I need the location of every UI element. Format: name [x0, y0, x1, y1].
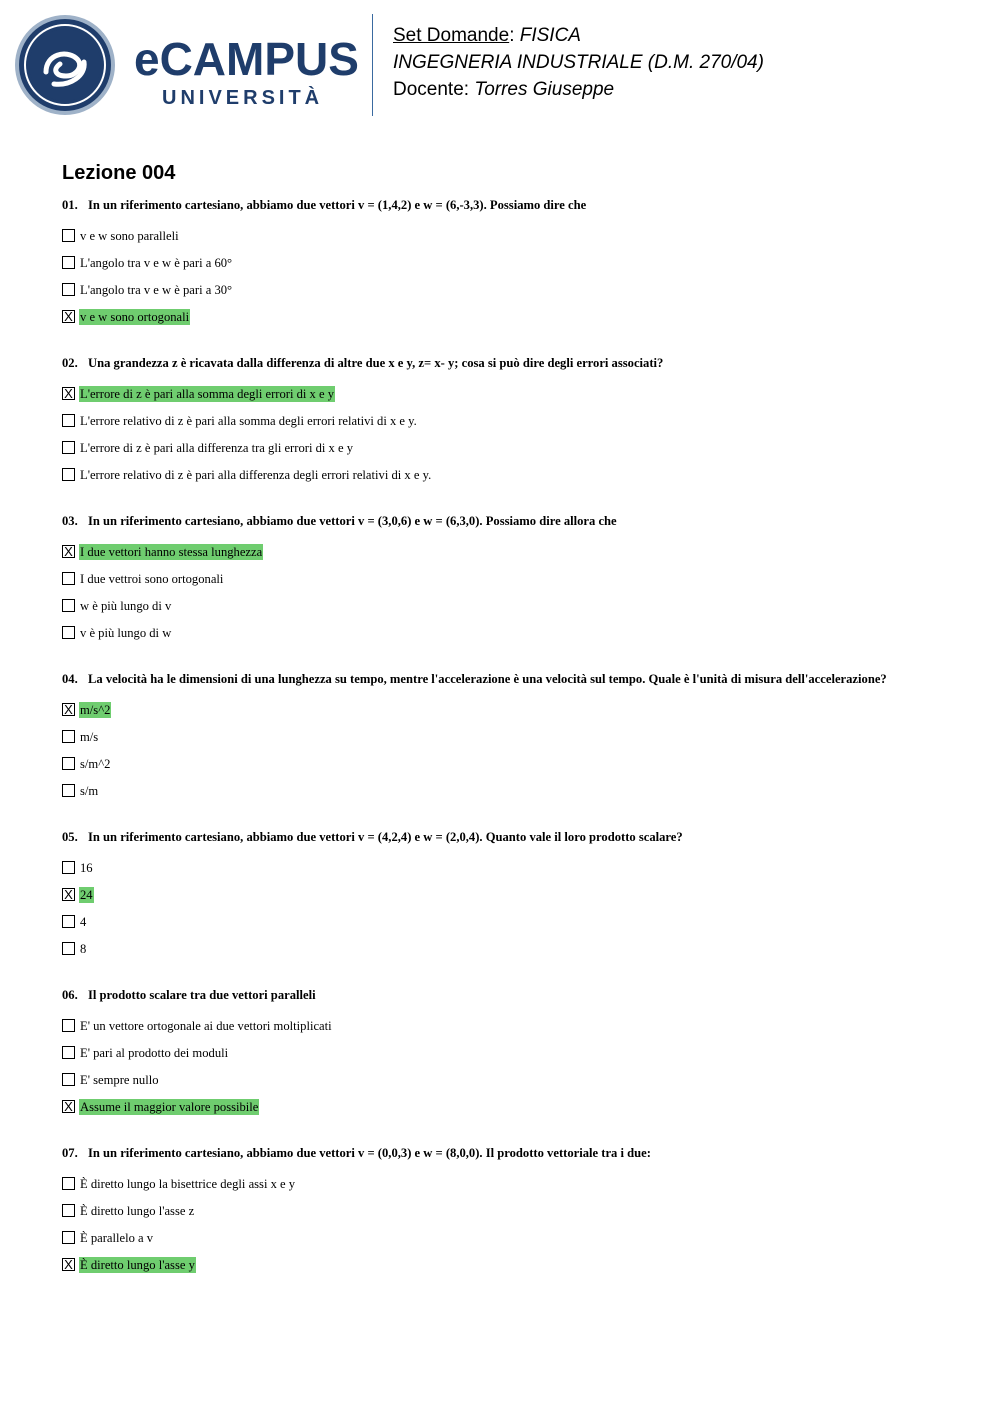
answer-option[interactable] — [62, 1170, 942, 1197]
question-body: In un riferimento cartesiano, abbiamo due vettori v = (1,4,2) e w = (6,-3,3). Possiamo dire che — [88, 198, 587, 212]
answer-option[interactable] — [62, 777, 942, 804]
checkbox[interactable] — [62, 1073, 75, 1086]
quiz-content — [62, 160, 942, 1302]
checkbox[interactable] — [62, 626, 75, 639]
answer-label: s/m — [80, 783, 99, 798]
answer-option[interactable] — [62, 723, 942, 750]
answer-option[interactable] — [62, 696, 942, 723]
checked-checkbox[interactable]: X — [62, 1100, 75, 1113]
question-5 — [62, 828, 942, 962]
question-body: In un riferimento cartesiano, abbiamo due vettori v = (3,0,6) e w = (6,3,0). Possiamo dire allora che — [88, 514, 617, 528]
answer-option[interactable] — [62, 461, 942, 488]
answer-label: L'errore relativo di z è pari alla differenza degli errori relativi di x e y. — [80, 467, 432, 482]
question-number: 07. — [62, 1146, 78, 1160]
checkbox[interactable] — [62, 414, 75, 427]
checkbox[interactable] — [62, 1231, 75, 1244]
answer-option[interactable] — [62, 592, 942, 619]
checkbox[interactable] — [62, 1177, 75, 1190]
teacher-name: Torres Giuseppe — [474, 79, 615, 100]
answer-label: 4 — [80, 914, 87, 929]
checked-checkbox[interactable]: X — [62, 888, 75, 901]
answer-label: È parallelo a v — [80, 1230, 154, 1245]
answer-label: E' sempre nullo — [80, 1072, 159, 1087]
answer-label: È diretto lungo l'asse z — [80, 1203, 195, 1218]
answer-label: E' un vettore ortogonale ai due vettori moltiplicati — [80, 1018, 332, 1033]
answer-label: I due vettroi sono ortogonali — [80, 571, 224, 586]
answer-label: 16 — [80, 860, 93, 875]
question-1 — [62, 196, 942, 330]
answer-label: 8 — [80, 941, 87, 956]
question-3 — [62, 512, 942, 646]
answer-option[interactable] — [62, 538, 942, 565]
teacher-line: Docente: Torres Giuseppe — [393, 79, 615, 100]
course-name: INGEGNERIA INDUSTRIALE (D.M. 270/04) — [393, 52, 764, 73]
answer-option[interactable] — [62, 434, 942, 461]
answer-label: L'angolo tra v e w è pari a 30° — [80, 282, 233, 297]
answer-option[interactable] — [62, 380, 942, 407]
answer-option[interactable] — [62, 750, 942, 777]
question-body: La velocità ha le dimensioni di una lunghezza su tempo, mentre l'accelerazione è una velocità sul tempo. Quale è l'unità di misura dell'accelerazione? — [88, 672, 887, 686]
teacher-label: Docente — [393, 79, 464, 100]
question-text — [62, 986, 942, 1004]
ecampus-logo — [14, 14, 359, 116]
checkbox[interactable] — [62, 784, 75, 797]
question-number: 05. — [62, 830, 78, 844]
answer-option[interactable] — [62, 276, 942, 303]
question-text — [62, 670, 942, 688]
answer-option[interactable] — [62, 1093, 942, 1120]
correct-answer-label: m/s^2 — [80, 702, 111, 717]
set-label: Set Domande — [393, 25, 510, 46]
question-body: Una grandezza z è ricavata dalla differenza di altre due x e y, z= x- y; cosa si può dire degli errori associati? — [88, 356, 664, 370]
question-body: In un riferimento cartesiano, abbiamo due vettori v = (0,0,3) e w = (8,0,0). Il prodotto vettoriale tra i due: — [88, 1146, 651, 1160]
page-header — [0, 0, 1000, 130]
answer-label: s/m^2 — [80, 756, 111, 771]
logo-sub-text: UNIVERSITÀ — [162, 87, 324, 109]
answer-label: L'errore di z è pari alla differenza tra gli errori di x e y — [80, 440, 354, 455]
answer-option[interactable] — [62, 303, 942, 330]
answer-label: w è più lungo di v — [80, 598, 172, 613]
answer-option[interactable] — [62, 935, 942, 962]
checkbox[interactable] — [62, 861, 75, 874]
answer-option[interactable] — [62, 249, 942, 276]
checked-checkbox[interactable]: X — [62, 1258, 75, 1271]
question-4 — [62, 670, 942, 804]
checked-checkbox[interactable]: X — [62, 310, 75, 323]
answer-option[interactable] — [62, 407, 942, 434]
question-2 — [62, 354, 942, 488]
correct-answer-label: È diretto lungo l'asse y — [80, 1257, 195, 1272]
answer-label: E' pari al prodotto dei moduli — [80, 1045, 229, 1060]
ecampus-emblem-icon — [14, 14, 116, 116]
question-body: In un riferimento cartesiano, abbiamo due vettori v = (4,2,4) e w = (2,0,4). Quanto vale il loro prodotto scalare? — [88, 830, 683, 844]
answer-label: m/s — [80, 729, 99, 744]
question-7 — [62, 1144, 942, 1278]
question-text — [62, 512, 942, 530]
checked-checkbox[interactable]: X — [62, 545, 75, 558]
checkbox[interactable] — [62, 1019, 75, 1032]
answer-label: L'angolo tra v e w è pari a 60° — [80, 255, 233, 270]
answer-option[interactable] — [62, 1039, 942, 1066]
question-text — [62, 828, 942, 846]
checkbox[interactable] — [62, 942, 75, 955]
header-divider — [372, 14, 373, 116]
correct-answer-label: 24 — [80, 887, 93, 902]
answer-label: È diretto lungo la bisettrice degli assi x e y — [80, 1176, 296, 1191]
lesson-title: Lezione 004 — [62, 162, 176, 184]
question-6 — [62, 986, 942, 1120]
checkbox[interactable] — [62, 572, 75, 585]
question-number: 03. — [62, 514, 78, 528]
answer-option[interactable] — [62, 1224, 942, 1251]
course-line — [393, 49, 764, 76]
checkbox[interactable] — [62, 256, 75, 269]
answer-option[interactable] — [62, 222, 942, 249]
answer-option[interactable] — [62, 854, 942, 881]
answer-label: L'errore relativo di z è pari alla somma degli errori relativi di x e y. — [80, 413, 417, 428]
checkbox[interactable] — [62, 283, 75, 296]
checkbox[interactable] — [62, 1204, 75, 1217]
checkbox[interactable] — [62, 757, 75, 770]
answer-option[interactable] — [62, 1197, 942, 1224]
question-number: 02. — [62, 356, 78, 370]
checkbox[interactable] — [62, 229, 75, 242]
answer-option[interactable] — [62, 908, 942, 935]
question-text — [62, 354, 942, 372]
question-list — [62, 196, 942, 1278]
logo-brand-text: eCAMPUS — [134, 33, 359, 85]
answer-option[interactable] — [62, 619, 942, 646]
question-number: 06. — [62, 988, 78, 1002]
answer-label: v è più lungo di w — [80, 625, 172, 640]
set-line: Set Domande: FISICA — [393, 25, 581, 46]
checkbox[interactable] — [62, 599, 75, 612]
question-number: 01. — [62, 198, 78, 212]
checkbox[interactable] — [62, 441, 75, 454]
correct-answer-label: v e w sono ortogonali — [80, 309, 190, 324]
question-text — [62, 196, 942, 214]
checkbox[interactable] — [62, 468, 75, 481]
answer-option[interactable] — [62, 1066, 942, 1093]
set-value: FISICA — [519, 25, 581, 46]
checkbox[interactable] — [62, 730, 75, 743]
answer-option[interactable] — [62, 881, 942, 908]
question-text — [62, 1144, 942, 1162]
question-body: Il prodotto scalare tra due vettori paralleli — [88, 988, 316, 1002]
checked-checkbox[interactable]: X — [62, 387, 75, 400]
correct-answer-label: Assume il maggior valore possibile — [80, 1099, 259, 1114]
correct-answer-label: I due vettori hanno stessa lunghezza — [80, 544, 263, 559]
header-info — [393, 22, 764, 103]
answer-option[interactable] — [62, 565, 942, 592]
correct-answer-label: L'errore di z è pari alla somma degli errori di x e y — [80, 386, 335, 401]
answer-option[interactable] — [62, 1251, 942, 1278]
answer-option[interactable] — [62, 1012, 942, 1039]
checked-checkbox[interactable]: X — [62, 703, 75, 716]
checkbox[interactable] — [62, 915, 75, 928]
answer-label: v e w sono paralleli — [80, 228, 179, 243]
checkbox[interactable] — [62, 1046, 75, 1059]
question-number: 04. — [62, 672, 78, 686]
